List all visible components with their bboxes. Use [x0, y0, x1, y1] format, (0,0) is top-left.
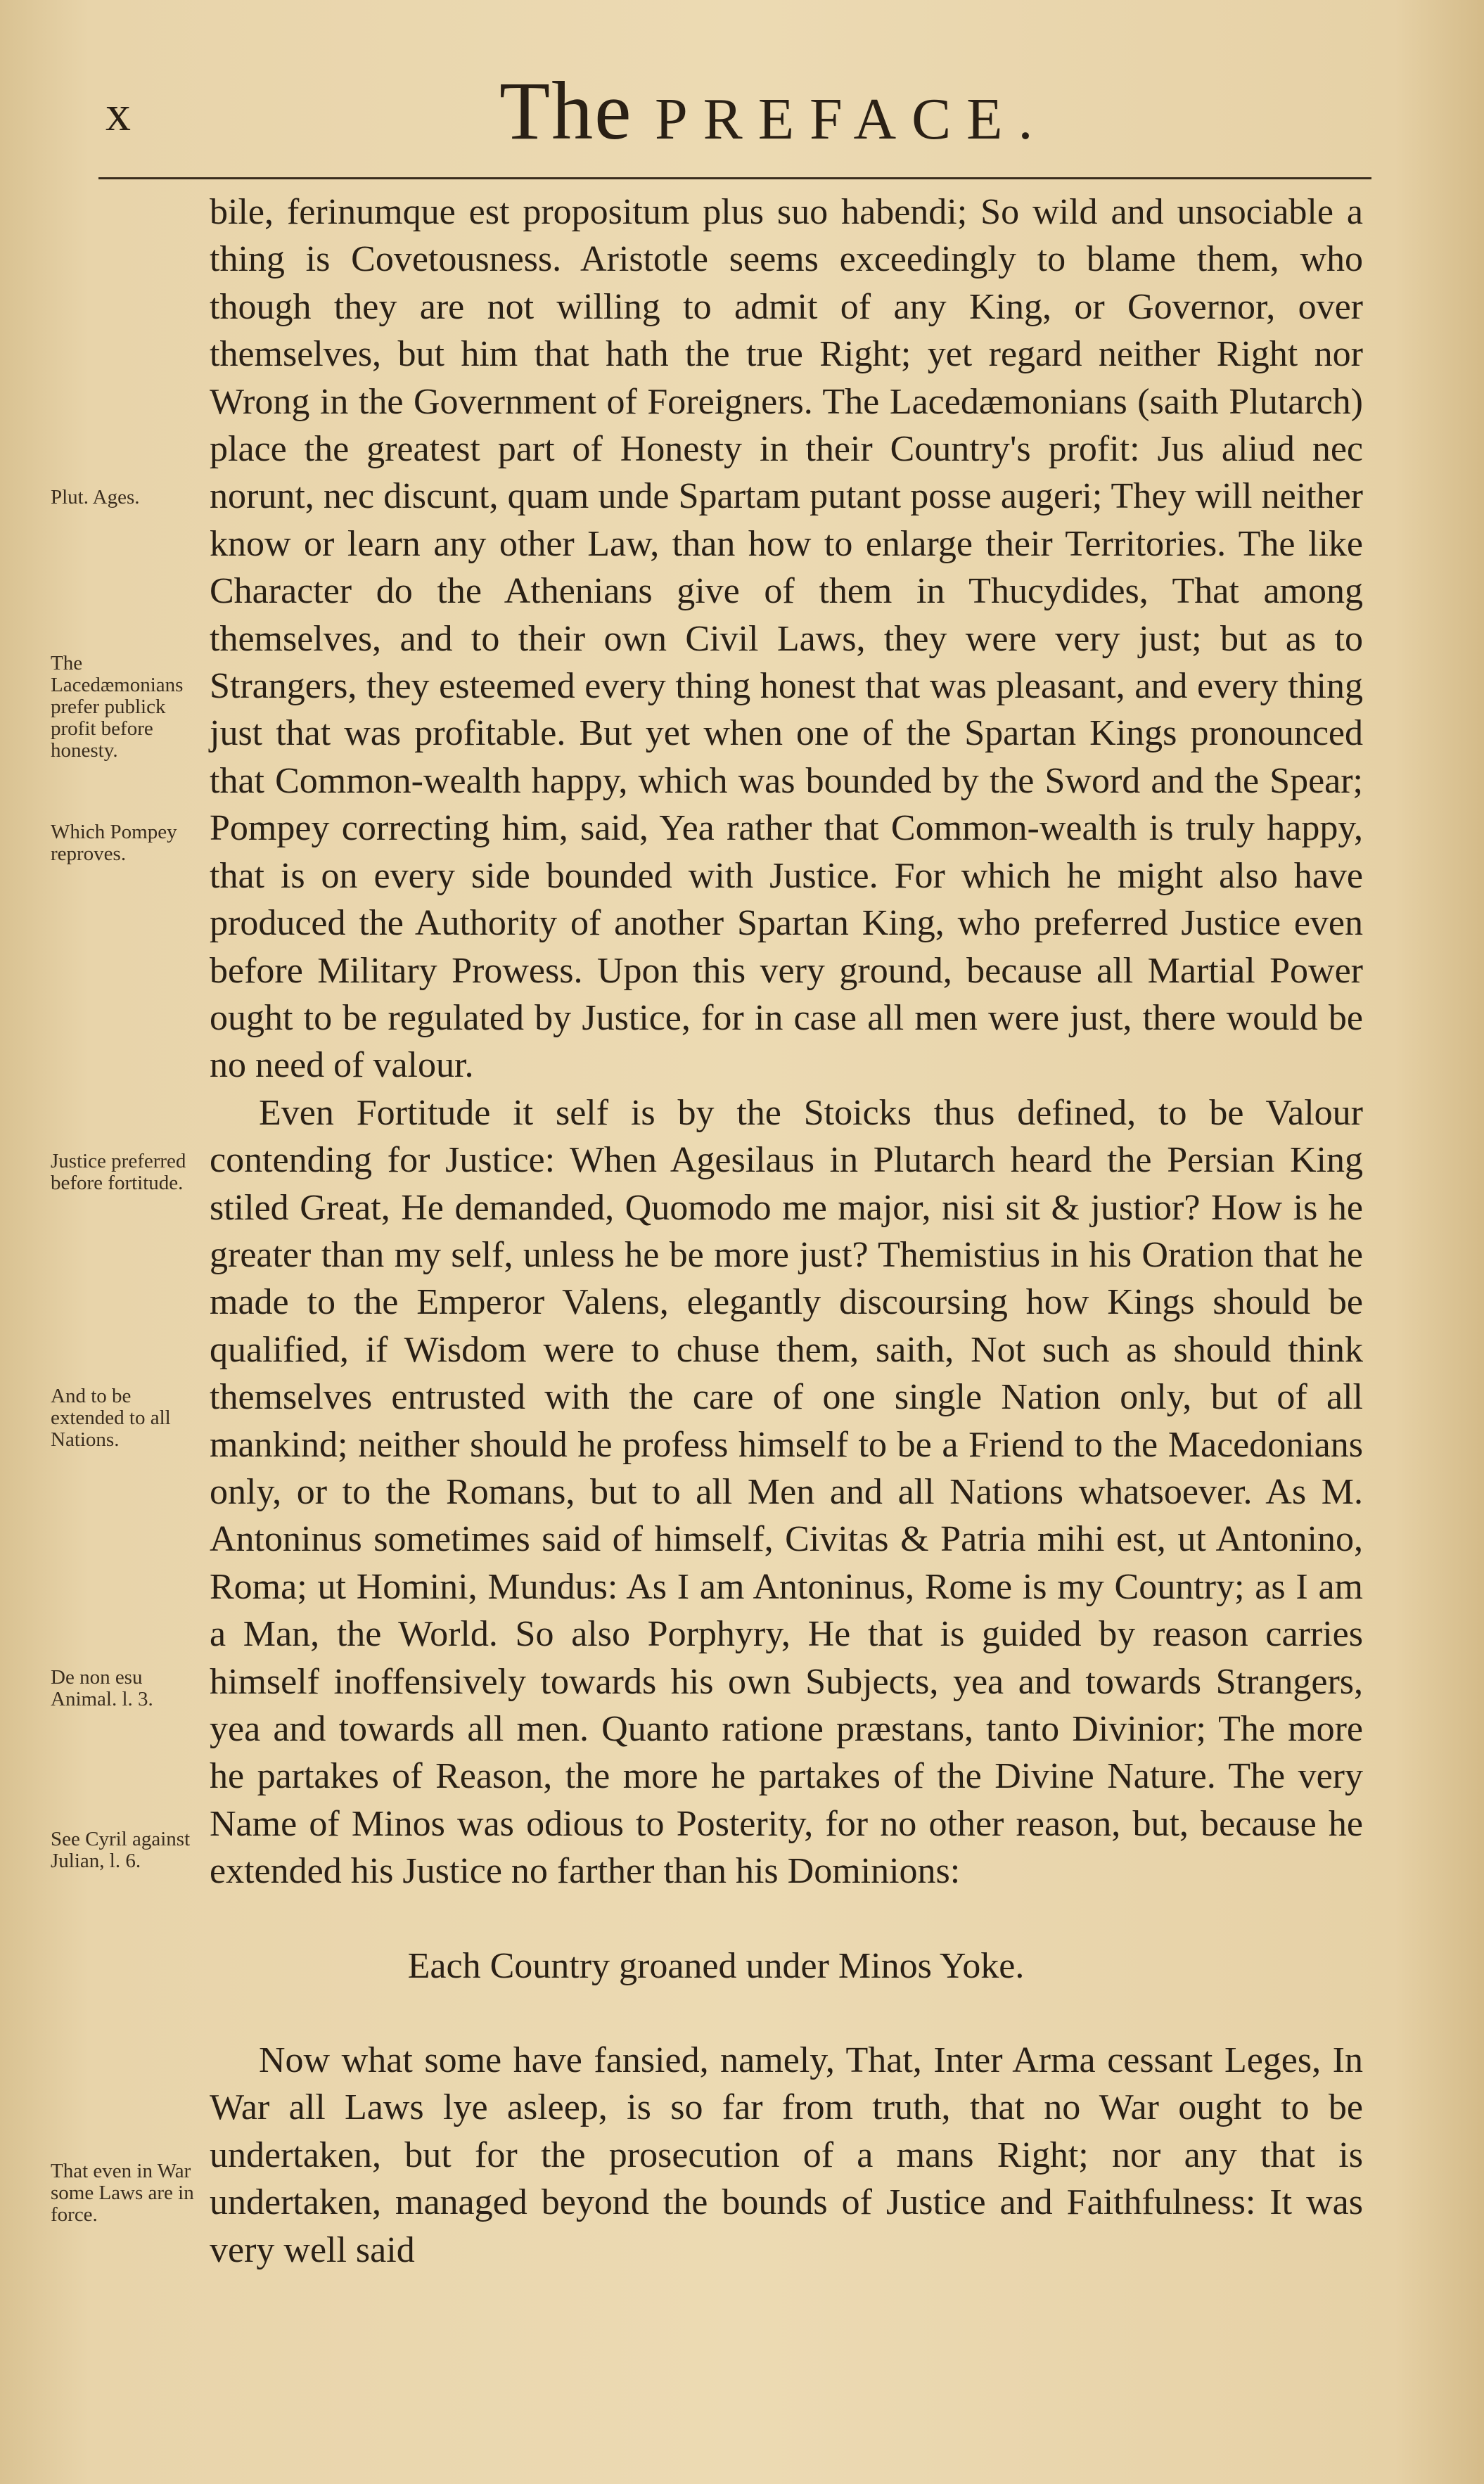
margin-note-cyril: See Cyril against Julian, l. 6.: [51, 1828, 191, 1872]
paragraph-3: Now what some have fansied, namely, That, Inter Arma cessant Leges, In War all Laws lye asleep, is so far from truth, that no War ought to be undertaken, but for the prosecution of a mans Right; nor any that is undertaken, managed beyond the bounds of Justice and Faithfulness: It was very well said: [210, 2040, 1363, 2270]
margin-note-pompey: Which Pompey reproves.: [51, 821, 177, 865]
margin-note-justice-fortitude: Justice preferred before fortitude.: [51, 1150, 186, 1194]
margin-note-plut-ages: Plut. Ages.: [51, 486, 140, 508]
running-title-rest: PREFACE.: [654, 87, 1049, 152]
running-header: [0, 63, 1484, 162]
paragraph-2: Even Fortitude it self is by the Stoicks thus defined, to be Valour contending for Justice: When Agesilaus in Plutarch heard the Persian King stiled Great, He demanded, Quomodo me major, nisi sit & justior? How is he greater than my self, unless he be more just? Themistius in his Oration that he made to the Emperor Valens, elegantly discoursing how Kings should be qualified, if Wisdom were to chuse them, saith, Not such as should think themselves entrusted with the care of one single Nation only, but of all mankind; neither should he profess himself to be a Friend to the Macedonians only, or to the Romans, but to all Men and all Nations whatsoever. As M. Antoninus sometimes said of himself, Civitas & Patria mihi est, ut Antonino, Roma; ut Homini, Mundus: As I am Antoninus, Rome is my Country; as I am a Man, the World. So also Porphyry, He that is guided by reason carries himself inoffensively towards his own Subjects, yea and towards Strangers, yea and towards all men. Quanto ratione præstans, tanto Divinior; The more he partakes of Reason, the more he partakes of the Divine Nature. The very Name of Minos was odious to Posterity, for no other reason, but, because he extended his Justice no farther than his Dominions:: [210, 1092, 1363, 1892]
page-number: x: [105, 85, 131, 141]
running-title-first: The: [499, 65, 633, 157]
margin-note-all-nations: And to be extended to all Nations.: [51, 1385, 171, 1451]
verse-line: Each Country groaned under Minos Yoke.: [407, 1945, 1025, 1986]
margin-note-war-laws: That even in War some Laws are in force.: [51, 2160, 194, 2226]
body-text: [210, 188, 1363, 2274]
paragraph-1: bile, ferinumque est propositum plus suo habendi; So wild and unsociable a thing is Covetousness. Aristotle seems exceedingly to blame them, who though they are not willing to admit of any King, or Governor, over themselves, but him that hath the true Right; yet regard neither Right nor Wrong in the Government of Foreigners. The Lacedæmonians (saith Plutarch) place the greatest part of Honesty in their Country's profit: Jus aliud nec norunt, nec discunt, quam unde Spartam putant posse augeri; They will neither know or learn any other Law, than how to enlarge their Territories. The like Character do the Athenians give of them in Thucydides, That among themselves, and to their own Civil Laws, they were very just; but as to Strangers, they esteemed every thing honest that was pleasant, and every thing just that was profitable. But yet when one of the Spartan Kings pronounced that Common-wealth happy, which was bounded by the Sword and the Spear; Pompey correcting him, said, Yea rather that Common-wealth is truly happy, that is on every side bounded with Justice. For which he might also have produced the Authority of another Spartan King, who preferred Justice even before Military Prowess. Upon this very ground, because all Martial Power ought to be regulated by Justice, for in case all men were just, there would be no need of valour.: [210, 192, 1363, 1086]
margin-note-de-non-esu: De non esu Animal. l. 3.: [51, 1666, 153, 1710]
margin-note-lacedaemonians: The Lacedæmonians prefer publick profit before honesty.: [51, 652, 184, 762]
running-title: [499, 63, 1049, 159]
header-rule: [98, 177, 1371, 179]
